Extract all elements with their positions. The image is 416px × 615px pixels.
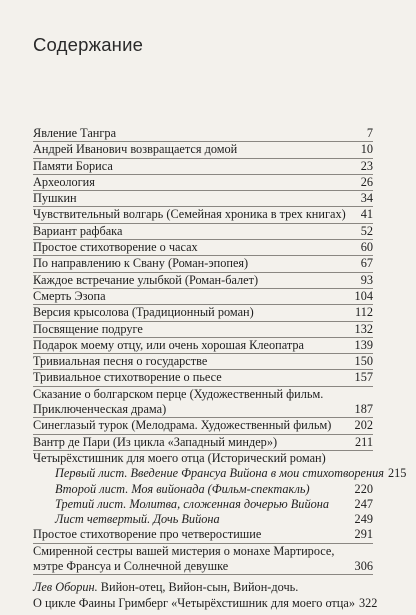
toc-entry-title: Каждое встречание улыбкой (Роман-балет) <box>33 272 259 287</box>
toc-entry <box>33 466 407 481</box>
toc-entry-page: 41 <box>360 207 373 222</box>
toc-entry <box>33 224 373 240</box>
toc-entry-page: 60 <box>360 240 373 255</box>
toc-entry-title: Третий лист. Молитва, сложенная дочерью Вийона <box>55 496 329 511</box>
toc-entry-page: 10 <box>360 142 373 157</box>
toc-entry <box>33 387 373 419</box>
toc-entry-title: По направлению к Свану (Роман-эпопея) <box>33 256 249 271</box>
toc-entry-page: 34 <box>360 191 373 206</box>
toc-entry-title: Второй лист. Моя вийонада (Фильм-спектакль) <box>55 481 310 496</box>
toc-entry-title: Пушкин <box>33 191 77 206</box>
toc-entry <box>33 370 373 386</box>
toc-entry-title: Сказание о болгарском перце (Художественный фильм. <box>33 386 324 401</box>
toc-entry <box>33 142 373 158</box>
toc-entry <box>33 240 373 256</box>
toc-entry <box>33 544 373 576</box>
toc-entry-title: Посвящение подруге <box>33 321 143 336</box>
toc-entry-title: Приключенческая драма) <box>33 402 167 417</box>
toc-entry-author: Лев Оборин. <box>33 580 98 595</box>
toc-entry-page: 220 <box>354 481 373 496</box>
toc-entry-page: 52 <box>360 223 373 238</box>
toc-entry-title-rest: Вийон-отец, Вийон-сын, Вийон-дочь. <box>97 580 299 595</box>
toc-entry <box>33 322 373 338</box>
toc-entry-page: 132 <box>354 321 373 336</box>
toc-entry <box>33 191 373 207</box>
toc-entry-title: Вантр де Пари (Из цикла «Западный миндер») <box>33 434 278 449</box>
toc-entry-page: 215 <box>387 466 407 481</box>
toc-entry-title: Чувствительный волгарь (Семейная хроника в трех книгах) <box>33 207 346 222</box>
toc-entry <box>33 338 373 354</box>
toc-entry <box>33 159 373 175</box>
toc-entry <box>33 497 373 512</box>
toc-entry <box>33 595 378 611</box>
toc-entry <box>33 354 373 370</box>
toc-entry-page: 93 <box>360 272 373 287</box>
toc-entry-title: Андрей Иванович возвращается домой <box>33 142 238 157</box>
toc-entry-title: Первый лист. Введение Франсуа Вийона в мои стихотворения <box>55 466 384 481</box>
toc-entry-title: Археология <box>33 174 95 189</box>
toc-entry-title: Вариант рафбака <box>33 223 123 238</box>
toc-entry-title: Тривиальная песня о государстве <box>33 354 208 369</box>
toc-entry-page: 104 <box>354 288 373 303</box>
toc-entry-title: Явление Тангра <box>33 126 117 140</box>
toc-entry <box>33 289 373 305</box>
table-of-contents <box>33 126 407 611</box>
toc-entry <box>33 256 373 272</box>
toc-entry <box>33 512 373 527</box>
toc-entry-title: Синеглазый турок (Мелодрама. Художественный фильм) <box>33 418 332 433</box>
toc-entry-title: Смерть Эзопа <box>33 288 106 303</box>
toc-entry-title: Подарок моему отцу, или очень хорошая Клеопатра <box>33 337 304 352</box>
toc-entry <box>33 175 373 191</box>
toc-entry-page: 247 <box>354 496 373 511</box>
toc-entry-title: Тривиальное стихотворение о пьесе <box>33 370 222 385</box>
toc-entry-page: 291 <box>354 527 373 542</box>
toc-entry <box>33 482 373 497</box>
page-title: Содержание <box>33 34 144 55</box>
toc-entry <box>33 273 373 289</box>
toc-entry-page: 187 <box>354 402 373 417</box>
toc-entry-page: 23 <box>360 158 373 173</box>
toc-entry-page: 150 <box>354 354 373 369</box>
toc-entry <box>33 305 373 321</box>
toc-entry-title: Простое стихотворение о часах <box>33 240 198 255</box>
toc-entry-title: О цикле Фаины Гримберг «Четырёхстишник для моего отца» <box>33 595 355 610</box>
toc-entry-page: 157 <box>354 370 373 385</box>
toc-entry-page: 139 <box>354 337 373 352</box>
toc-entry-page: 322 <box>359 595 378 610</box>
toc-entry-title: Смиренной сестры вашей мистерия о монахе Мартиросе, <box>33 543 335 558</box>
toc-entry <box>33 418 373 434</box>
toc-entry-page: 26 <box>360 174 373 189</box>
toc-entry-title: Простое стихотворение про четверостишие <box>33 527 262 542</box>
toc-entry-title <box>33 580 373 595</box>
toc-entry-page: 7 <box>366 126 373 140</box>
toc-entry <box>33 435 373 451</box>
toc-entry-title: Лист четвертый. Дочь Вийона <box>55 512 220 527</box>
toc-entry-title: Памяти Бориса <box>33 158 113 173</box>
toc-entry-page: 306 <box>354 559 373 574</box>
toc-entry-page: 112 <box>355 305 373 320</box>
toc-entry-page: 202 <box>354 418 373 433</box>
toc-entry <box>33 207 373 223</box>
toc-entry-page: 67 <box>360 256 373 271</box>
toc-entry-page: 211 <box>355 434 373 449</box>
toc-entry <box>33 527 373 543</box>
toc-entry-title: Версия крысолова (Традиционный роман) <box>33 305 254 320</box>
toc-entry-title: мэтре Франсуа и Солнечной девушке <box>33 559 229 574</box>
toc-entry <box>33 580 373 595</box>
toc-entry <box>33 126 373 142</box>
toc-entry <box>33 451 373 466</box>
toc-entry-title: Четырёхстишник для моего отца (Исторический роман) <box>33 450 326 465</box>
toc-entry-page: 249 <box>354 512 373 527</box>
